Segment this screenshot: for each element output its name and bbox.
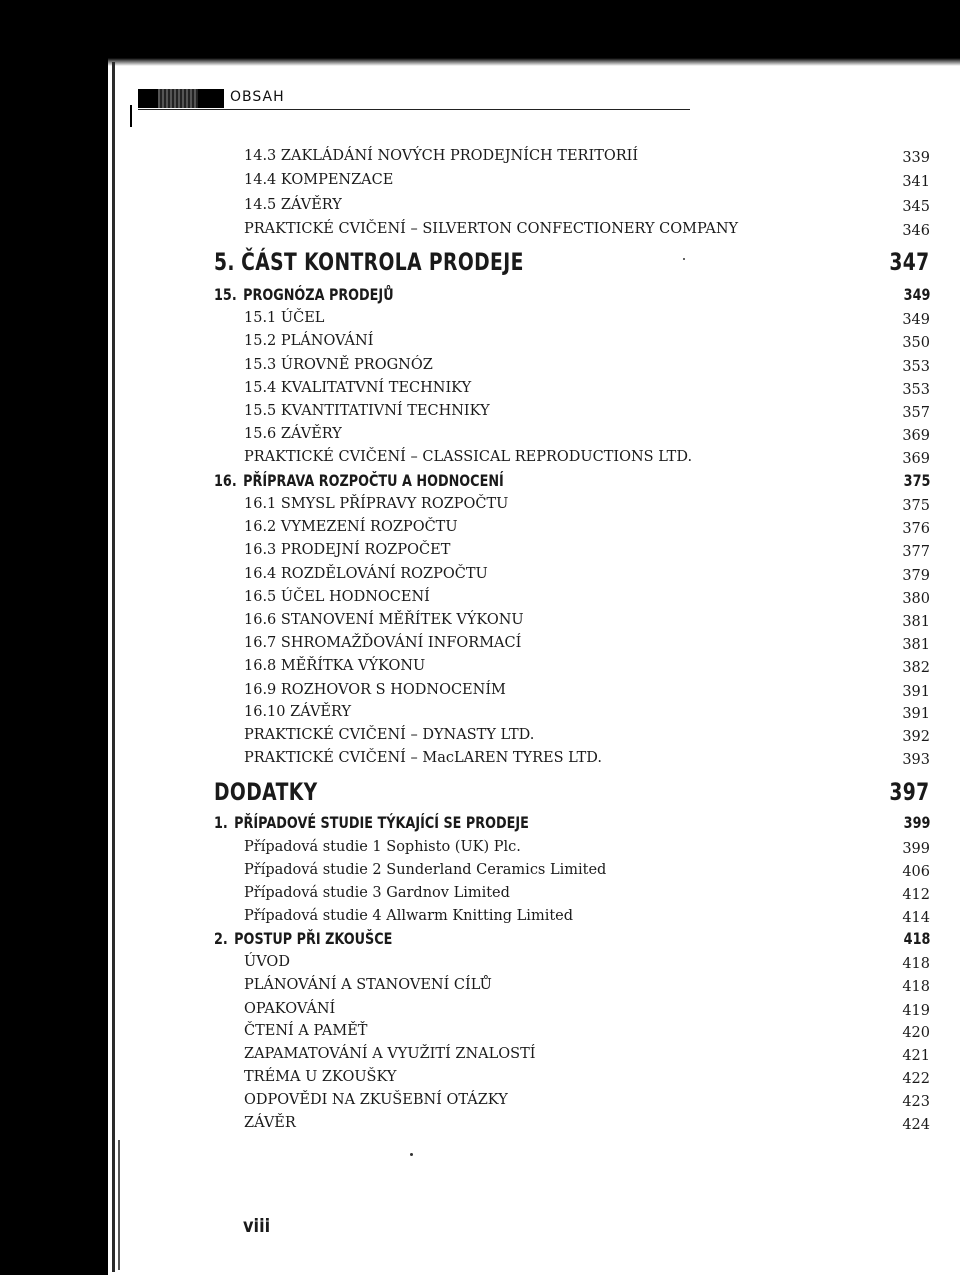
toc-entry-item (0, 1089, 960, 1113)
toc-entry-text: ÚVOD (244, 954, 290, 970)
toc-entry-text: ČTENÍ A PAMĚŤ (244, 1023, 368, 1039)
toc-entry-text: 14.4 KOMPENZACE (244, 172, 394, 188)
toc-entry-item (0, 1066, 960, 1090)
toc-entry-page: 418 (902, 956, 930, 972)
scan-speck (683, 258, 685, 260)
toc-entry-page: 391 (902, 706, 930, 722)
toc-entry-title (214, 931, 392, 947)
toc-entry-page: 376 (902, 521, 930, 537)
toc-entry-page: 419 (902, 1003, 930, 1019)
toc-entry-page: 349 (903, 285, 930, 304)
toc-entry-item (0, 1112, 960, 1136)
toc-entry-item (0, 951, 960, 975)
toc-entry-item (0, 747, 960, 771)
toc-entry-page: 414 (902, 910, 930, 926)
toc-entry-text: 16.8 MĚŘÍTKA VÝKONU (244, 658, 426, 674)
toc-entry-text: 15.1 ÚČEL (244, 310, 325, 326)
toc-entry-item (0, 632, 960, 656)
toc-entry-page: 424 (902, 1117, 930, 1133)
toc-entry-item (0, 169, 960, 193)
toc-entry-page: 423 (902, 1094, 930, 1110)
toc-entry-text: 15.4 KVALITATVNÍ TECHNIKY (244, 380, 472, 396)
page-edge-line-lower (118, 1140, 120, 1270)
toc-entry-text: 14.5 ZÁVĚRY (244, 197, 342, 213)
toc-entry-text: 16.10 ZÁVĚRY (244, 704, 352, 720)
toc-entry-item (0, 724, 960, 748)
toc-entry-part (0, 780, 960, 804)
toc-entry-text: 15.2 PLÁNOVÁNÍ (244, 333, 374, 349)
toc-entry-item (0, 218, 960, 242)
toc-entry-page: 350 (902, 335, 930, 351)
toc-entry-title (244, 334, 373, 349)
toc-entry-item (0, 194, 960, 218)
toc-entry-page: 353 (902, 382, 930, 398)
toc-entry-text: PRAKTICKÉ CVIČENÍ – MacLAREN TYRES LTD. (244, 750, 602, 766)
toc-entry-title (244, 636, 521, 651)
toc-entry-page: 381 (902, 637, 930, 653)
toc-entry-page: 341 (902, 174, 930, 190)
toc-entry-item (0, 586, 960, 610)
toc-entry-item (0, 400, 960, 424)
toc-entry-title (244, 1024, 367, 1039)
toc-entry-item (0, 307, 960, 331)
toc-entry-title (244, 404, 490, 419)
toc-entry-text: PŘÍPADOVÉ STUDIE TÝKAJÍCÍ SE PRODEJE (234, 813, 529, 832)
toc-entry-text: ZAPAMATOVÁNÍ A VYUŽITÍ ZNALOSTÍ (244, 1046, 536, 1062)
toc-entry-item (0, 493, 960, 517)
toc-entry-text: 15.3 ÚROVNĚ PROGNÓZ (244, 357, 433, 373)
toc-entry-title (244, 222, 738, 237)
toc-entry-title (244, 1070, 397, 1085)
toc-entry-page: 369 (902, 428, 930, 444)
toc-entry-title (244, 613, 524, 628)
toc-entry-title (244, 149, 638, 164)
toc-entry-text: 16.4 ROZDĚLOVÁNÍ ROZPOČTU (244, 566, 488, 582)
toc-entry-text: ODPOVĚDI NA ZKUŠEBNÍ OTÁZKY (244, 1092, 508, 1108)
toc-entry-title (244, 1116, 296, 1131)
toc-entry-page: 345 (902, 199, 930, 215)
toc-entry-text: 16.5 ÚČEL HODNOCENÍ (244, 589, 430, 605)
toc-entry-item (0, 1043, 960, 1067)
page-header-title: OBSAH (230, 89, 285, 105)
toc-entry-text: 16.9 ROZHOVOR S HODNOCENÍM (244, 682, 506, 698)
toc-entry-text: 15.6 ZÁVĚRY (244, 426, 342, 442)
toc-entry-text: 16.1 SMYSL PŘÍPRAVY ROZPOČTU (244, 496, 509, 512)
header-marker-block (138, 89, 224, 108)
toc-entry-page: 353 (902, 359, 930, 375)
toc-entry-page: 382 (902, 660, 930, 676)
toc-entry-page: 391 (902, 684, 930, 700)
toc-entry-page: 346 (902, 223, 930, 239)
toc-entry-title (244, 705, 351, 720)
toc-entry-item (0, 539, 960, 563)
toc-entry-item (0, 974, 960, 998)
toc-entry-title (244, 978, 492, 993)
toc-entry-item (0, 145, 960, 169)
toc-entry-chapter (0, 470, 960, 494)
toc-entry-text: Případová studie 3 Gardnov Limited (244, 885, 510, 901)
toc-entry-page: 418 (902, 979, 930, 995)
toc-entry-text: TRÉMA U ZKOUŠKY (244, 1069, 397, 1085)
toc-entry-item (0, 836, 960, 860)
toc-entry-item (0, 655, 960, 679)
toc-entry-item (0, 609, 960, 633)
toc-entry-page: 379 (902, 568, 930, 584)
footer-page-number: viii (243, 1215, 271, 1237)
toc-entry-item (0, 905, 960, 929)
toc-entry-item (0, 679, 960, 703)
toc-entry-text: 15.5 KVANTITATIVNÍ TECHNIKY (244, 403, 490, 419)
toc-entry-title (244, 751, 602, 766)
scan-border-top (0, 0, 960, 62)
toc-entry-page: 392 (902, 729, 930, 745)
toc-entry-page: 357 (902, 405, 930, 421)
toc-entry-chapter (0, 812, 960, 836)
toc-entry-page: 421 (902, 1048, 930, 1064)
scan-speck (410, 1153, 413, 1156)
toc-entry-text: 16.6 STANOVENÍ MĚŘÍTEK VÝKONU (244, 612, 524, 628)
toc-entry-number: 2. (214, 929, 228, 948)
toc-entry-text: Případová studie 4 Allwarm Knitting Limited (244, 908, 574, 924)
toc-entry-page: 397 (889, 778, 930, 806)
toc-entry-title (244, 381, 471, 396)
toc-entry-title (244, 567, 488, 582)
toc-entry-item (0, 377, 960, 401)
toc-entry-part (0, 250, 960, 274)
toc-entry-text: POSTUP PŘI ZKOUŠCE (234, 929, 393, 948)
toc-entry-number: 16. (214, 471, 237, 490)
toc-entry-title (244, 497, 508, 512)
toc-entry-title (214, 473, 504, 489)
toc-entry-text: PRAKTICKÉ CVIČENÍ – SILVERTON CONFECTIONERY COMPANY (244, 221, 739, 237)
toc-entry-item (0, 563, 960, 587)
toc-entry-title (244, 358, 433, 373)
toc-entry-page: 381 (902, 614, 930, 630)
toc-entry-text: 16.2 VYMEZENÍ ROZPOČTU (244, 519, 458, 535)
toc-entry-item (0, 701, 960, 725)
toc-entry-page: 399 (902, 841, 930, 857)
toc-entry-title (244, 173, 393, 188)
toc-entry-title (244, 955, 290, 970)
header-tick (130, 105, 132, 127)
toc-entry-text: PŘÍPRAVA ROZPOČTU A HODNOCENÍ (243, 471, 504, 490)
toc-entry-text: ZÁVĚR (244, 1115, 296, 1131)
toc-entry-title (214, 287, 394, 303)
toc-entry-page: 375 (903, 471, 930, 490)
toc-entry-page: 422 (902, 1071, 930, 1087)
toc-entry-text: 16.7 SHROMAŽĎOVÁNÍ INFORMACÍ (244, 635, 522, 651)
toc-entry-title (214, 780, 318, 804)
toc-entry-item (0, 998, 960, 1022)
toc-entry-page: 393 (902, 752, 930, 768)
toc-entry-text: PROGNÓZA PRODEJŮ (243, 285, 394, 304)
toc-entry-title (244, 311, 324, 326)
toc-entry-text: 16.3 PRODEJNÍ ROZPOČET (244, 542, 451, 558)
toc-entry-title (214, 815, 529, 831)
toc-entry-page: 349 (902, 312, 930, 328)
toc-entry-text: DODATKY (214, 778, 318, 806)
toc-entry-text: OPAKOVÁNÍ (244, 1001, 336, 1017)
toc-entry-item (0, 859, 960, 883)
toc-entry-title (244, 840, 521, 855)
toc-entry-title (244, 520, 458, 535)
toc-entry-title (244, 1002, 335, 1017)
toc-entry-text: Případová studie 1 Sophisto (UK) Plc. (244, 839, 521, 855)
toc-entry-title (244, 198, 342, 213)
toc-entry-title (244, 543, 450, 558)
toc-entry-page: 418 (903, 929, 930, 948)
toc-entry-item (0, 446, 960, 470)
toc-entry-item (0, 1020, 960, 1044)
toc-entry-chapter (0, 284, 960, 308)
toc-entry-item (0, 882, 960, 906)
toc-entry-title (214, 250, 524, 274)
toc-entry-page: 375 (902, 498, 930, 514)
toc-entry-item (0, 354, 960, 378)
toc-entry-title (244, 886, 510, 901)
toc-entry-title (244, 427, 342, 442)
toc-entry-text: Případová studie 2 Sunderland Ceramics Limited (244, 862, 607, 878)
toc-entry-page: 412 (902, 887, 930, 903)
toc-entry-page: 399 (903, 813, 930, 832)
toc-entry-title (244, 1047, 536, 1062)
toc-entry-page: 380 (902, 591, 930, 607)
toc-entry-page: 420 (902, 1025, 930, 1041)
toc-entry-title (244, 863, 606, 878)
toc-entry-page: 369 (902, 451, 930, 467)
toc-entry-page: 347 (889, 248, 930, 276)
toc-entry-title (244, 728, 534, 743)
toc-entry-title (244, 909, 573, 924)
toc-entry-title (244, 1093, 508, 1108)
toc-entry-text: 14.3 ZAKLÁDÁNÍ NOVÝCH PRODEJNÍCH TERITORIÍ (244, 148, 639, 164)
toc-entry-text: ČÁST KONTROLA PRODEJE (241, 248, 524, 276)
toc-entry-title (244, 683, 506, 698)
toc-entry-number: 1. (214, 813, 228, 832)
toc-entry-text: PRAKTICKÉ CVIČENÍ – DYNASTY LTD. (244, 727, 535, 743)
header-rule (138, 109, 690, 110)
toc-entry-item (0, 330, 960, 354)
toc-entry-item (0, 516, 960, 540)
toc-entry-number: 5. (214, 248, 235, 276)
toc-entry-text: PLÁNOVÁNÍ A STANOVENÍ CÍLŮ (244, 977, 492, 993)
toc-entry-item (0, 423, 960, 447)
toc-entry-number: 15. (214, 285, 237, 304)
toc-entry-page: 377 (902, 544, 930, 560)
toc-entry-chapter (0, 928, 960, 952)
toc-entry-text: PRAKTICKÉ CVIČENÍ – CLASSICAL REPRODUCTIONS LTD. (244, 449, 693, 465)
toc-entry-page: 406 (902, 864, 930, 880)
toc-entry-title (244, 590, 430, 605)
toc-entry-title (244, 450, 692, 465)
toc-entry-title (244, 659, 425, 674)
toc-entry-page: 339 (902, 150, 930, 166)
